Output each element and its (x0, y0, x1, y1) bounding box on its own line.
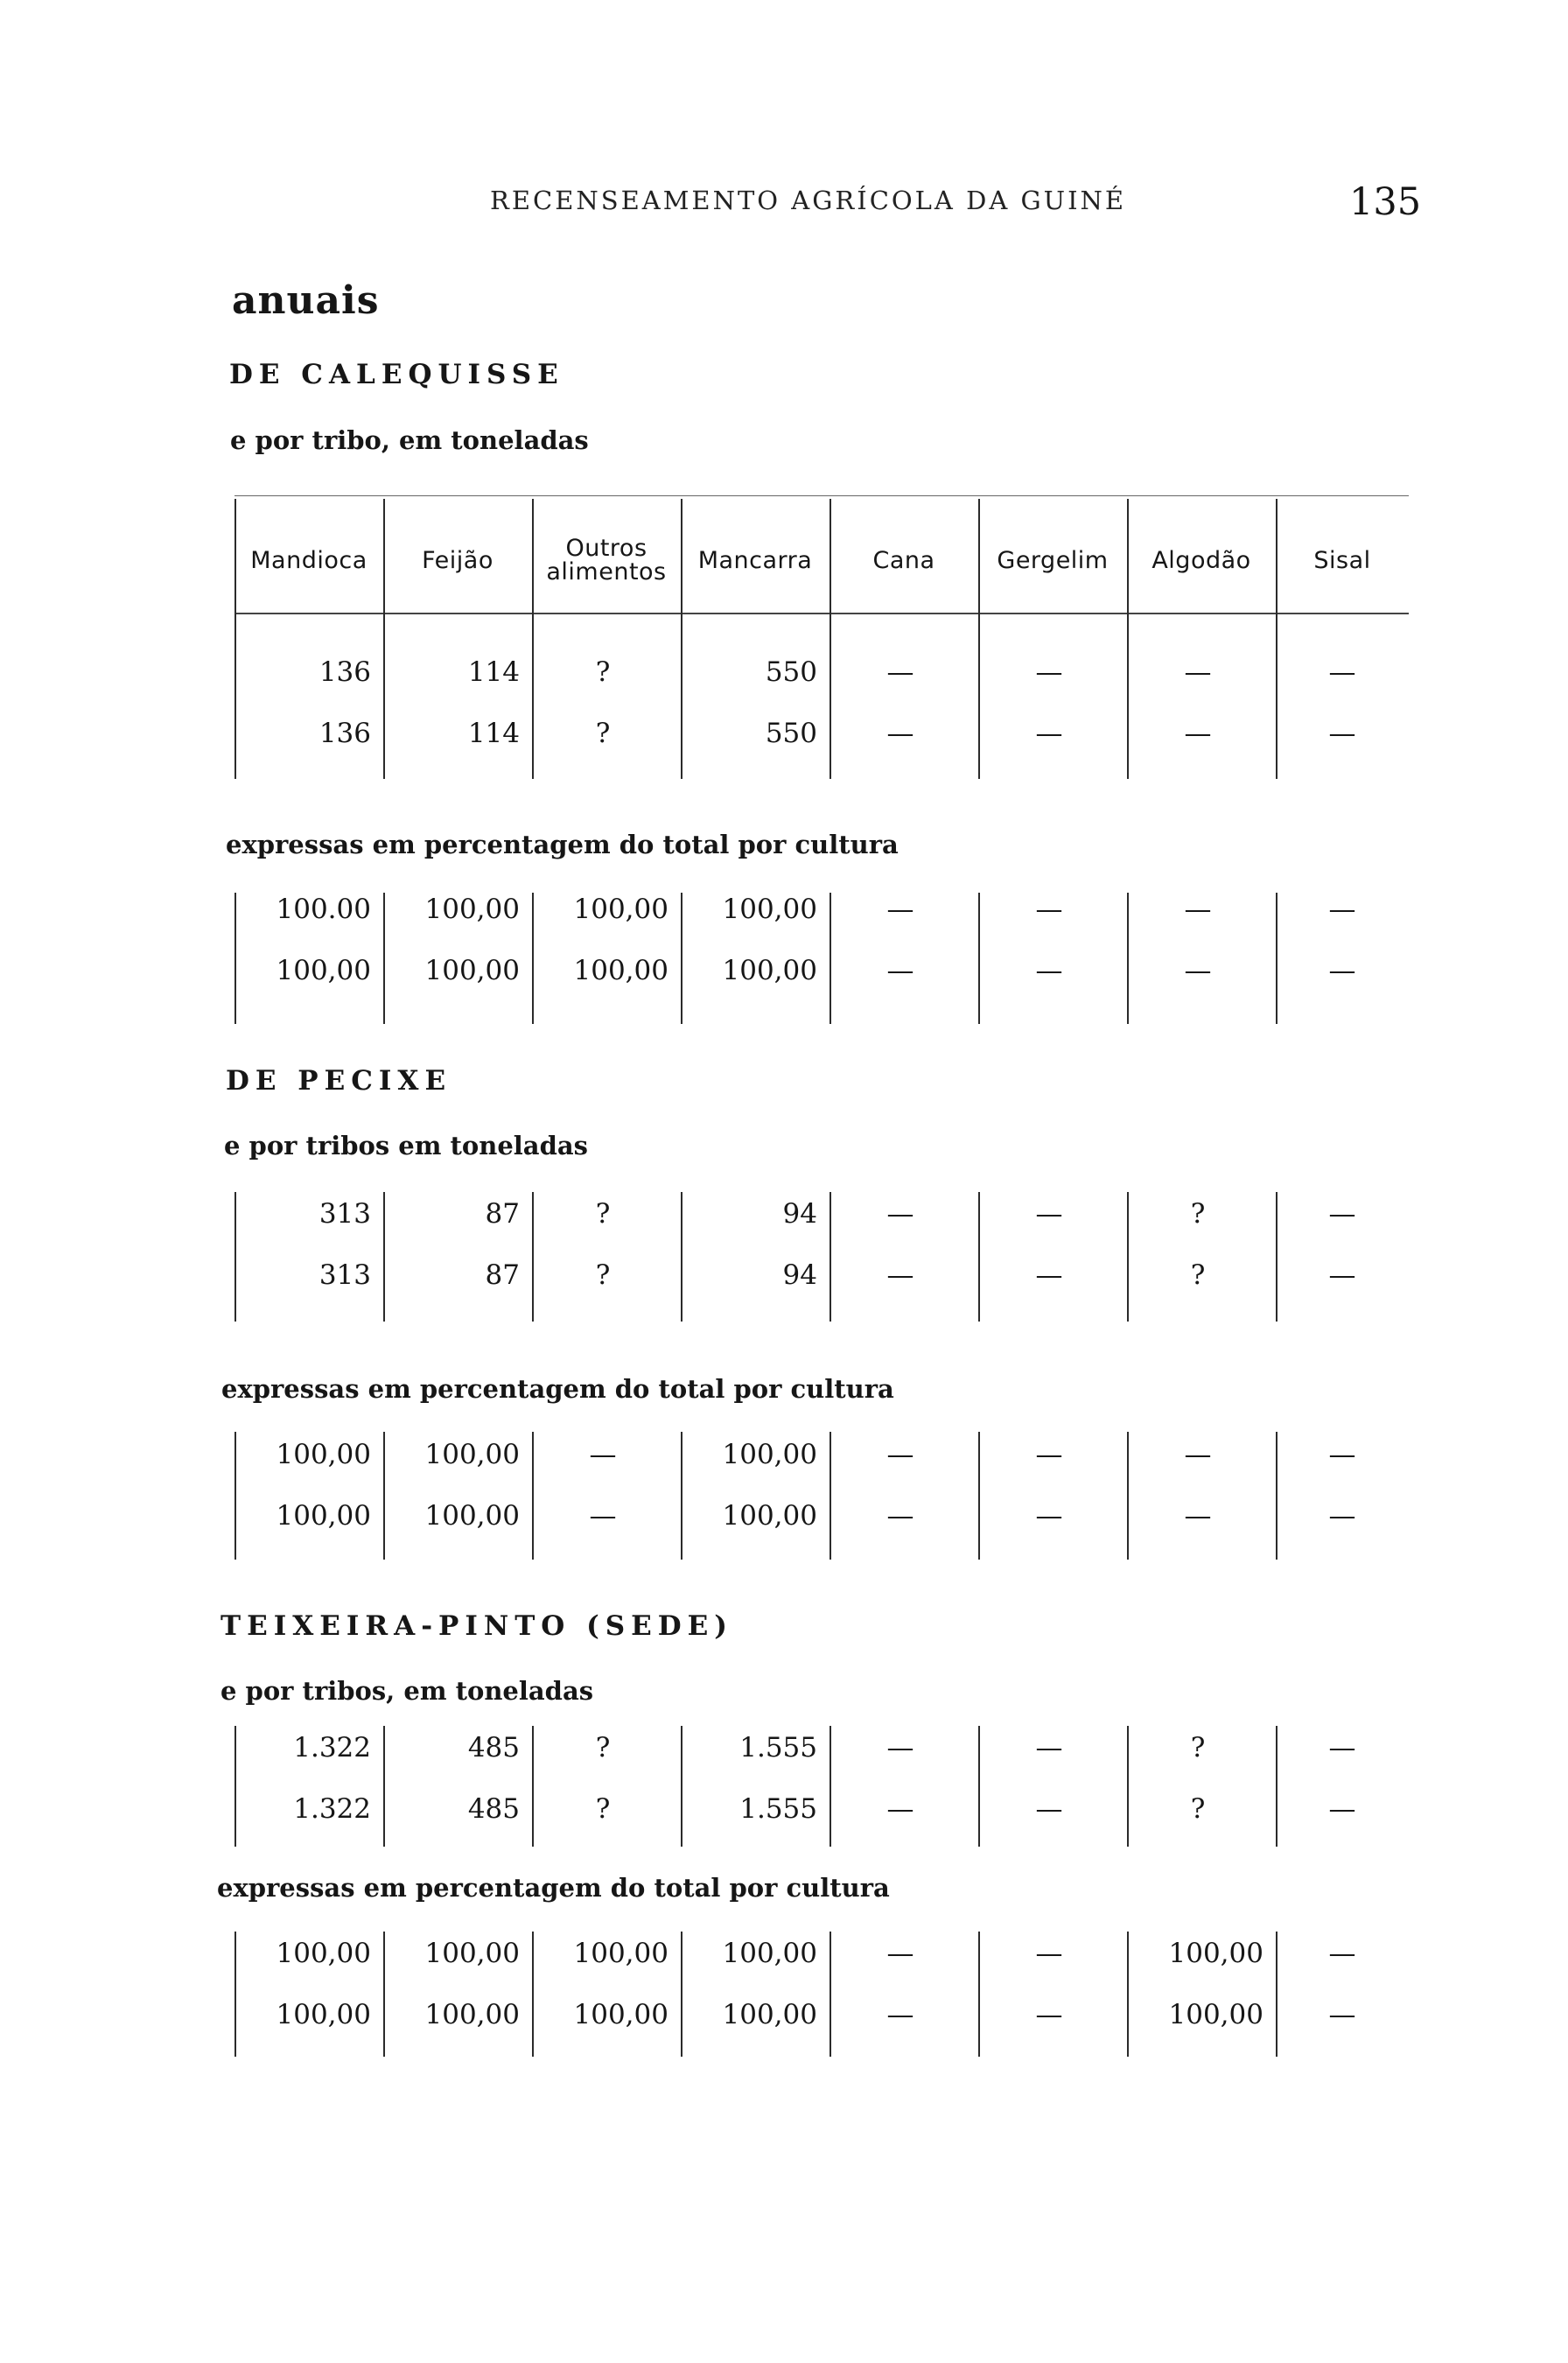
table-cell-sisal: — (1328, 1938, 1356, 1969)
table-cell-outros: ? (595, 1198, 611, 1230)
table-cell-sisal: — (1328, 1500, 1356, 1532)
table-cell-algodao: ? (1190, 1259, 1206, 1291)
table-cell-mandioca: 136 (318, 718, 371, 749)
table-cell-mancarra: 1.555 (739, 1793, 817, 1825)
table-cell-algodao: — (1184, 1439, 1212, 1470)
page-number: 135 (1349, 180, 1422, 224)
table-cell-outros: ? (595, 1259, 611, 1291)
table-cell-outros: ? (595, 718, 611, 749)
header-bottom-rule (234, 613, 1409, 614)
table-cell-outros: 100,00 (573, 1938, 668, 1969)
table-cell-mandioca: 100,00 (276, 1439, 371, 1470)
table-cell-gergelim: — (1035, 894, 1063, 925)
table-cell-feijao: 100,00 (424, 1938, 520, 1969)
table-cell-feijao: 100,00 (424, 1500, 520, 1532)
table-cell-mancarra: 100,00 (722, 1938, 817, 1969)
section-title-calequisse: DE CALEQUISSE (229, 359, 564, 390)
table-cell-feijao: 100,00 (424, 1999, 520, 2030)
table-cell-sisal: — (1328, 1198, 1356, 1230)
table-cell-sisal: — (1328, 1999, 1356, 2030)
table-cell-mancarra: 94 (782, 1198, 817, 1230)
table-cell-cana: — (886, 1439, 914, 1470)
running-head: RECENSEAMENTO AGRÍCOLA DA GUINÉ (490, 186, 1127, 215)
table-cell-sisal: — (1328, 1259, 1356, 1291)
table-cell-outros: 100,00 (573, 955, 668, 986)
table-cell-sisal: — (1328, 656, 1356, 688)
caption-pct-calequisse: expressas em percentagem do total por cultura (226, 830, 899, 859)
table-cell-mancarra: 100,00 (722, 894, 817, 925)
column-header-mandioca: Mandioca (250, 546, 368, 574)
table-cell-feijao: 100,00 (424, 1439, 520, 1470)
table-cell-gergelim: — (1035, 1198, 1063, 1230)
table-cell-mancarra: 550 (765, 656, 817, 688)
table-cell-feijao: 114 (467, 656, 520, 688)
table-cell-gergelim: — (1035, 1732, 1063, 1763)
column-header-feijao: Feijão (422, 546, 494, 574)
column-header-cana: Cana (872, 546, 935, 574)
column-header-outros-line2: alimentos (546, 558, 667, 585)
caption-tonnes-calequisse: e por tribo, em toneladas (230, 425, 589, 455)
column-header-gergelim: Gergelim (997, 546, 1109, 574)
table-cell-cana: — (886, 718, 914, 749)
column-header-outros-alimentos (532, 508, 681, 613)
table-cell-mandioca: 1.322 (293, 1732, 371, 1763)
table-cell-algodao: ? (1190, 1732, 1206, 1763)
table-cell-mancarra: 550 (765, 718, 817, 749)
table-cell-gergelim: — (1035, 1793, 1063, 1825)
table-cell-algodao: — (1184, 718, 1212, 749)
table-cell-feijao: 114 (467, 718, 520, 749)
column-header-outros-line1: Outros (565, 535, 648, 562)
table-cell-sisal: — (1328, 894, 1356, 925)
table-cell-algodao: ? (1190, 1793, 1206, 1825)
table-cell-mancarra: 100,00 (722, 1999, 817, 2030)
table-cell-mancarra: 100,00 (722, 1439, 817, 1470)
header-top-rule (234, 495, 1409, 496)
table-cell-cana: — (886, 1500, 914, 1532)
table-cell-outros: — (589, 1439, 617, 1470)
section-title-pecixe: DE PECIXE (226, 1065, 452, 1097)
table-cell-outros: — (589, 1500, 617, 1532)
table-cell-mandioca: 136 (318, 656, 371, 688)
section-title-teixeira-pinto: TEIXEIRA-PINTO (SEDE) (220, 1610, 733, 1642)
table-cell-cana: — (886, 1938, 914, 1969)
table-cell-mancarra: 100,00 (722, 955, 817, 986)
table-cell-sisal: — (1328, 1439, 1356, 1470)
table-cell-algodao: — (1184, 894, 1212, 925)
table-cell-cana: — (886, 1999, 914, 2030)
table-cell-gergelim: — (1035, 1999, 1063, 2030)
table-cell-cana: — (886, 1198, 914, 1230)
table-cell-gergelim: — (1035, 1439, 1063, 1470)
caption-tonnes-pecixe: e por tribos em toneladas (224, 1131, 588, 1160)
table-cell-mandioca: 1.322 (293, 1793, 371, 1825)
table-cell-outros: ? (595, 1793, 611, 1825)
table-cell-cana: — (886, 656, 914, 688)
table-cell-mandioca: 100,00 (276, 1938, 371, 1969)
column-header-mancarra: Mancarra (697, 546, 813, 574)
table-cell-gergelim: — (1035, 718, 1063, 749)
page-title: anuais (232, 278, 380, 323)
table-cell-mandioca: 313 (318, 1259, 371, 1291)
column-header-algodao: Algodão (1152, 546, 1251, 574)
table-cell-sisal: — (1328, 1732, 1356, 1763)
table-cell-mancarra: 100,00 (722, 1500, 817, 1532)
table-cell-sisal: — (1328, 955, 1356, 986)
column-header-sisal: Sisal (1313, 546, 1371, 574)
table-cell-gergelim: — (1035, 1938, 1063, 1969)
table-cell-mancarra: 1.555 (739, 1732, 817, 1763)
table-cell-algodao: — (1184, 1500, 1212, 1532)
table-cell-mandioca: 100,00 (276, 955, 371, 986)
table-cell-gergelim: — (1035, 1259, 1063, 1291)
table-cell-cana: — (886, 955, 914, 986)
table-cell-outros: ? (595, 1732, 611, 1763)
table-cell-gergelim: — (1035, 1500, 1063, 1532)
table-cell-outros: 100,00 (573, 1999, 668, 2030)
table-cell-sisal: — (1328, 718, 1356, 749)
table-cell-sisal: — (1328, 1793, 1356, 1825)
table-cell-feijao: 100,00 (424, 894, 520, 925)
table-cell-cana: — (886, 894, 914, 925)
table-cell-mandioca: 100.00 (276, 894, 371, 925)
table-cell-gergelim: — (1035, 955, 1063, 986)
table-cell-mancarra: 94 (782, 1259, 817, 1291)
table-cell-mandioca: 100,00 (276, 1999, 371, 2030)
table-cell-feijao: 87 (485, 1259, 520, 1291)
table-cell-cana: — (886, 1793, 914, 1825)
table-cell-cana: — (886, 1732, 914, 1763)
caption-tonnes-teixeira-pinto: e por tribos, em toneladas (220, 1676, 594, 1706)
table-cell-algodao: 100,00 (1168, 1999, 1264, 2030)
table-cell-algodao: ? (1190, 1198, 1206, 1230)
table-cell-feijao: 485 (467, 1732, 520, 1763)
table-cell-mandioca: 100,00 (276, 1500, 371, 1532)
table-cell-algodao: 100,00 (1168, 1938, 1264, 1969)
table-cell-cana: — (886, 1259, 914, 1291)
table-cell-outros: ? (595, 656, 611, 688)
table-cell-feijao: 100,00 (424, 955, 520, 986)
table-cell-gergelim: — (1035, 656, 1063, 688)
table-cell-algodao: — (1184, 656, 1212, 688)
caption-pct-teixeira-pinto: expressas em percentagem do total por cultura (217, 1873, 890, 1903)
table-cell-mandioca: 313 (318, 1198, 371, 1230)
caption-pct-pecixe: expressas em percentagem do total por cultura (221, 1374, 894, 1404)
table-cell-feijao: 485 (467, 1793, 520, 1825)
table-cell-algodao: — (1184, 955, 1212, 986)
table-cell-outros: 100,00 (573, 894, 668, 925)
table-cell-feijao: 87 (485, 1198, 520, 1230)
